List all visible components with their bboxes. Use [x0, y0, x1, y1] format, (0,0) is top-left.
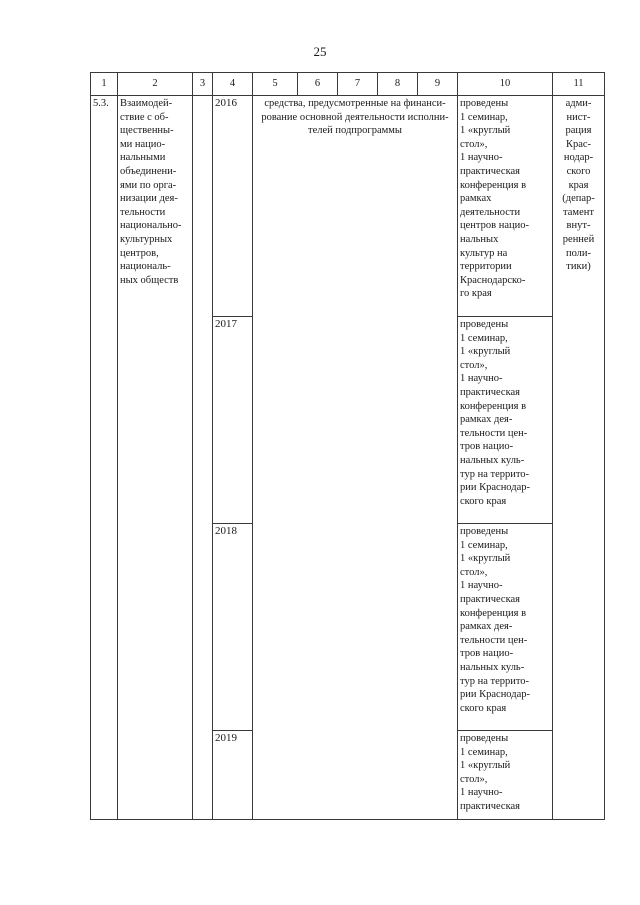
text-line: культурных: [120, 233, 173, 245]
text-line: стол»,: [460, 566, 488, 578]
text-line: ями по орга-: [120, 179, 177, 191]
text-line: стол»,: [460, 359, 488, 371]
year-cell: 2016: [213, 96, 253, 317]
text-line: ствие с об-: [120, 111, 169, 123]
text-line: территории: [460, 261, 512, 273]
row-number: 5.3.: [91, 96, 118, 820]
measure-name: [118, 96, 193, 820]
page-number: 25: [313, 44, 327, 59]
year-cell: 2019: [213, 731, 253, 820]
column-number: 2: [118, 73, 193, 96]
text-line: тики): [566, 261, 591, 273]
text-line: стол»,: [460, 773, 488, 785]
column-number: 6: [298, 73, 338, 96]
text-line: ных обществ: [120, 274, 179, 286]
text-line: 1 «круглый: [460, 125, 511, 137]
text-line: культур на: [460, 247, 508, 259]
text-line: 1 семинар,: [460, 746, 508, 758]
column-number: 1: [91, 73, 118, 96]
text-line: 1 семинар,: [460, 332, 508, 344]
text-line: 1 «круглый: [460, 553, 511, 565]
text-line: конференция в: [460, 179, 527, 191]
year-cell: 2018: [213, 524, 253, 731]
text-line: конференция в: [460, 607, 527, 619]
text-line: тельности цен-: [460, 427, 528, 439]
text-line: проведены: [460, 319, 509, 330]
text-line: проведены: [460, 733, 509, 744]
text-line: внут-: [566, 220, 591, 232]
text-line: стол»,: [460, 138, 488, 150]
funding-source: [253, 96, 458, 820]
text-line: тур на террито-: [460, 675, 530, 687]
text-line: практическая: [460, 800, 520, 812]
text-line: практическая: [460, 593, 520, 605]
column-number: 7: [338, 73, 378, 96]
text-line: края: [568, 179, 589, 191]
column-number: 11: [553, 73, 605, 96]
result-cell: [458, 96, 553, 317]
text-line: 1 научно-: [460, 580, 503, 592]
table-row: [91, 96, 605, 317]
text-line: Крас-: [565, 138, 592, 150]
text-line: ского края: [460, 702, 507, 714]
year-cell: 2017: [213, 317, 253, 524]
text-line: нальных куль-: [460, 454, 525, 466]
column-number-row: [91, 73, 605, 96]
text-line: низации дея-: [120, 193, 178, 205]
result-cell: [458, 524, 553, 731]
text-line: рование основной деятельности исполни-: [261, 111, 449, 123]
column-3-cell: [193, 96, 213, 820]
text-line: рамках дея-: [460, 414, 513, 426]
text-line: деятельности: [460, 206, 521, 218]
text-line: 1 научно-: [460, 373, 503, 385]
text-line: ренней: [562, 233, 595, 245]
text-line: ми нацио-: [120, 138, 166, 150]
text-line: средства, предусмотренные на финанси-: [264, 98, 446, 109]
result-cell: [458, 731, 553, 820]
text-line: практическая: [460, 386, 520, 398]
text-line: рамках дея-: [460, 621, 513, 633]
text-line: 1 научно-: [460, 152, 503, 164]
text-line: рамках: [460, 193, 492, 205]
text-line: адми-: [565, 98, 592, 109]
text-line: конференция в: [460, 400, 527, 412]
column-number: 8: [378, 73, 418, 96]
text-line: 1 «круглый: [460, 760, 511, 772]
text-line: нальных куль-: [460, 661, 525, 673]
text-line: тров нацио-: [460, 648, 514, 660]
text-line: рии Краснодар-: [460, 689, 531, 701]
text-line: ского: [566, 165, 591, 177]
column-number: 9: [418, 73, 458, 96]
text-line: практическая: [460, 165, 520, 177]
text-line: рация: [565, 125, 592, 137]
text-line: 1 «круглый: [460, 346, 511, 358]
text-line: объединени-: [120, 165, 177, 177]
text-line: телей подпрограммы: [308, 125, 402, 137]
result-cell: [458, 317, 553, 524]
text-line: тров нацио-: [460, 441, 514, 453]
column-number: 4: [213, 73, 253, 96]
text-line: 1 семинар,: [460, 111, 508, 123]
text-line: Краснодарско-: [460, 274, 526, 286]
column-number: 3: [193, 73, 213, 96]
text-line: (депар-: [562, 193, 595, 205]
text-line: поли-: [565, 247, 592, 259]
text-line: Взаимодей-: [120, 98, 173, 109]
program-table: [90, 72, 605, 820]
text-line: нист-: [566, 111, 591, 123]
text-line: нальными: [120, 152, 166, 164]
text-line: 1 семинар,: [460, 539, 508, 551]
text-line: тамент: [563, 206, 594, 218]
text-line: тельности: [120, 206, 166, 218]
text-line: тур на террито-: [460, 468, 530, 480]
executor-cell: [553, 96, 605, 820]
text-line: 1 научно-: [460, 787, 503, 799]
column-number: 10: [458, 73, 553, 96]
text-line: центров,: [120, 247, 159, 259]
text-line: нодар-: [563, 152, 594, 164]
text-line: проведены: [460, 526, 509, 537]
text-line: проведены: [460, 98, 509, 109]
text-line: ского края: [460, 495, 507, 507]
text-line: щественны-: [120, 125, 174, 137]
text-line: националь-: [120, 261, 171, 273]
column-number: 5: [253, 73, 298, 96]
text-line: го края: [460, 288, 492, 300]
text-line: тельности цен-: [460, 634, 528, 646]
text-line: рии Краснодар-: [460, 482, 531, 494]
text-line: национально-: [120, 220, 182, 232]
text-line: нальных: [460, 233, 499, 245]
text-line: центров нацио-: [460, 220, 529, 232]
